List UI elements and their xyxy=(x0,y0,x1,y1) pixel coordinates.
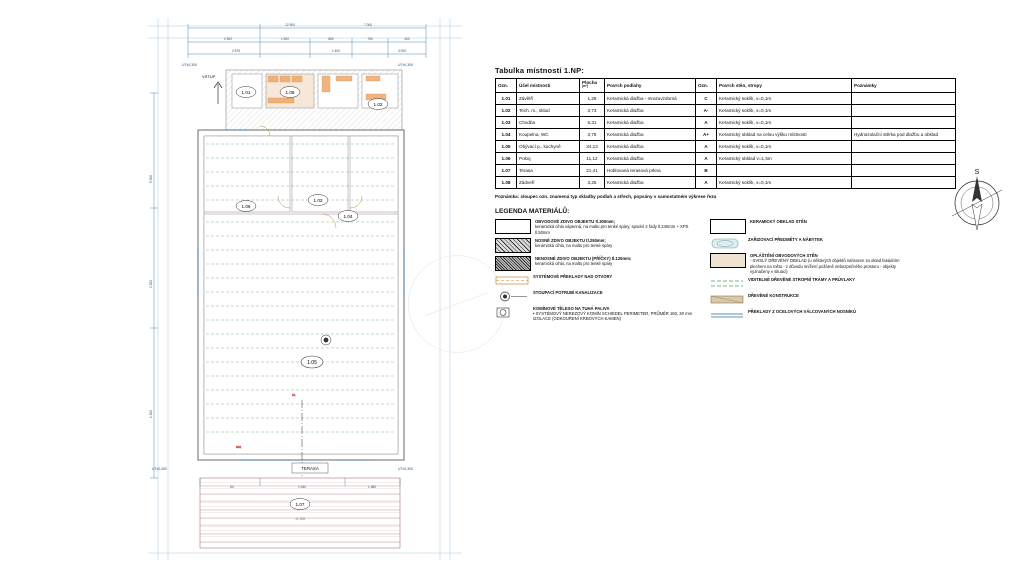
cell-ozn2: A- xyxy=(696,105,717,117)
svg-text:3 000: 3 000 xyxy=(398,49,406,53)
cell-podlaha: Keramická dlažba xyxy=(605,105,696,117)
cell-steny xyxy=(717,165,852,177)
svg-text:UT±0,300: UT±0,300 xyxy=(152,467,167,471)
svg-text:400: 400 xyxy=(404,37,410,41)
legend-label: OPLÁŠTĚNÍ OBVODOVÝCH STĚN xyxy=(750,253,818,259)
legend-item xyxy=(710,277,915,290)
svg-text:750: 750 xyxy=(367,37,373,41)
cell-ozn: 1.07 xyxy=(496,165,517,177)
svg-text:1 400: 1 400 xyxy=(332,49,340,53)
svg-text:1.05: 1.05 xyxy=(307,360,317,366)
cell-ozn2: A xyxy=(696,153,717,165)
table-header-row xyxy=(496,79,956,93)
legend-item xyxy=(495,256,700,271)
cell-poznamka xyxy=(852,141,956,153)
cell-ucel: Pokoj xyxy=(517,153,580,165)
svg-text:UT±0,300: UT±0,300 xyxy=(398,63,413,67)
cell-poznamka xyxy=(852,93,956,105)
cell-poznamka xyxy=(852,165,956,177)
svg-text:UT±0,300: UT±0,300 xyxy=(398,467,413,471)
svg-text:1.02: 1.02 xyxy=(373,102,383,107)
cell-poznamka xyxy=(852,177,956,189)
svg-text:1 200: 1 200 xyxy=(149,410,153,418)
facade-cladding-swatch xyxy=(710,253,746,268)
legend-label: VIDITELNÉ DŘEVĚNÉ STROPNÍ TRÁMY A PRŮVLAKY xyxy=(748,277,856,283)
cell-plocha: 34,13 xyxy=(580,141,605,153)
cell-ucel: Obývací p., kuchyně xyxy=(517,141,580,153)
legend-column-left xyxy=(495,219,700,325)
svg-text:1 500: 1 500 xyxy=(281,37,289,41)
cell-plocha: 21,41 xyxy=(580,165,605,177)
cell-plocha: 3,73 xyxy=(580,105,605,117)
compass-rose xyxy=(942,168,1012,238)
wall-bearing-swatch xyxy=(495,238,531,253)
steel-lintel-icon xyxy=(710,309,744,322)
svg-text:1.04: 1.04 xyxy=(343,214,353,219)
cell-plocha: 3,78 xyxy=(580,129,605,141)
svg-text:-0,100: -0,100 xyxy=(294,517,306,521)
compass-north-label: S xyxy=(974,169,980,176)
table-row xyxy=(496,129,956,141)
svg-text:1.07: 1.07 xyxy=(295,502,305,507)
room-table-title: Tabulka místností 1.NP: xyxy=(495,66,585,75)
svg-text:D2: D2 xyxy=(229,485,235,489)
legend-desc: keramická cihla, na maltu pro tenké spáry xyxy=(535,261,613,267)
table-row xyxy=(496,165,956,177)
svg-text:1.03: 1.03 xyxy=(313,198,323,203)
legend-desc: keramická cihla vápenná, na maltu pro tenké spáry, spodní 2 řady tl.240mm + XPS tl.50mm xyxy=(535,224,689,235)
svg-text:5 500: 5 500 xyxy=(149,175,153,183)
cell-podlaha: Keramická dlažba xyxy=(605,129,696,141)
cell-ozn2: A xyxy=(696,141,717,153)
cell-steny: Keramický soklík, v=0,1m xyxy=(717,141,852,153)
legend-label: OBVODOVÉ ZDIVO OBJEKTU tl.300mm; xyxy=(535,219,616,225)
table-row xyxy=(496,141,956,153)
cell-podlaha: Keramická dlažba xyxy=(605,117,696,129)
table-row xyxy=(496,177,956,189)
legend-item xyxy=(495,219,700,235)
svg-text:1 380: 1 380 xyxy=(368,485,376,489)
legend-item xyxy=(495,306,700,322)
cell-ozn: 1.05 xyxy=(496,141,517,153)
cell-poznamka: Hydroizolační stěrka pod dlažbu a obklad xyxy=(852,129,956,141)
svg-text:1 250: 1 250 xyxy=(298,485,306,489)
lintel-icon xyxy=(495,274,529,287)
cell-podlaha: Keramická dlažba - mrazuvzdorná xyxy=(605,93,696,105)
cell-ozn: 1.04 xyxy=(496,129,517,141)
table-row xyxy=(496,105,956,117)
cell-ozn: 1.06 xyxy=(496,153,517,165)
svg-text:1.01: 1.01 xyxy=(241,90,251,95)
entrance-label: VSTUP xyxy=(202,74,216,79)
cell-plocha: 5,31 xyxy=(580,117,605,129)
legend-item xyxy=(710,293,915,306)
room-table xyxy=(495,78,956,189)
furniture-icon xyxy=(710,237,744,250)
svg-text:2 200: 2 200 xyxy=(149,280,153,288)
legend-item xyxy=(710,253,915,274)
legend-item xyxy=(495,274,700,287)
svg-text:1.08: 1.08 xyxy=(285,90,295,95)
legend-label: STOUPACÍ POTRUBÍ KANALIZACE xyxy=(533,289,603,295)
ceiling-beam-icon xyxy=(710,277,744,290)
cell-steny: Keramický soklík, v=0,1m xyxy=(717,177,852,189)
svg-text:12 900: 12 900 xyxy=(285,23,295,27)
legend-desc: - SVISLÝ DŘEVĚNÝ OBKLAD (u některých objektů nahrazen za oklad fasádním plechem na roštu - z důvodu snížení požárně nebezpečného prostoru - objekty vyznačeny v situaci) xyxy=(750,258,900,274)
svg-text:1.06: 1.06 xyxy=(241,204,251,209)
svg-text:D1: D1 xyxy=(292,393,296,397)
cell-ozn2: A xyxy=(696,177,717,189)
cell-ozn: 1.02 xyxy=(496,105,517,117)
wall-exterior-swatch xyxy=(495,219,531,234)
cell-steny: Keramický soklík, v=0,1m xyxy=(717,93,852,105)
terrace-label: TERASA xyxy=(301,466,319,471)
table-row xyxy=(496,117,956,129)
col-steny: Povrch stěn, stropy xyxy=(717,79,852,93)
timber-structure-icon xyxy=(710,293,744,306)
cell-podlaha: Keramická dlažba xyxy=(605,177,696,189)
legend-label: DŘEVĚNÉ KONSTRUKCE xyxy=(748,293,799,299)
legend-label: NOSNÉ ZDIVO OBJEKTU tl.250mm; xyxy=(535,237,606,243)
legend-desc: • SYSTÉMOVÝ NEREZOVÝ KOMÍN SCHIEDEL PERIMETER, PRŮMĚR 150, 30 mm IZOLACE (ODKOUŘENÍ KRBOVÝCH KAMEN) xyxy=(533,311,693,322)
cell-ucel: Tech. m., sklad xyxy=(517,105,580,117)
table-row xyxy=(496,153,956,165)
col-poznamky: Poznámky xyxy=(852,79,956,93)
cell-poznamka xyxy=(852,153,956,165)
table-row xyxy=(496,93,956,105)
svg-text:850: 850 xyxy=(328,37,334,41)
legend-label: KOMÍNOVÉ TĚLESO NA TUHÁ PALIVA xyxy=(533,305,610,311)
ceramic-tile-swatch xyxy=(710,219,746,234)
cell-plocha: 11,12 xyxy=(580,153,605,165)
cell-ucel: Zádveří xyxy=(517,177,580,189)
cell-ucel: Koupelna, WC xyxy=(517,129,580,141)
cell-steny: Keramický obklad na celou výšku místnosti xyxy=(717,129,852,141)
right-panel xyxy=(495,66,939,325)
legend xyxy=(495,219,925,325)
svg-text:UT±0,300: UT±0,300 xyxy=(182,63,197,67)
col-podlaha: Povrch podlahy xyxy=(605,79,696,93)
sewer-pipe-icon xyxy=(495,290,529,303)
cell-podlaha: Keramická dlažba xyxy=(605,153,696,165)
cell-ozn2: B xyxy=(696,165,717,177)
svg-text:7 000: 7 000 xyxy=(364,23,372,27)
legend-item xyxy=(495,290,700,303)
cell-podlaha: Hoblovaná terasová prkna xyxy=(605,165,696,177)
col-plocha: Plocha $^{(m^2)}$ xyxy=(580,79,605,93)
col-ozn: Ozn. xyxy=(496,79,517,93)
svg-text:2 675: 2 675 xyxy=(232,49,240,53)
cell-plocha: 3,25 xyxy=(580,177,605,189)
cell-ozn: 1.03 xyxy=(496,117,517,129)
col-ucel: Účel místnosti xyxy=(517,79,580,93)
cell-ozn2: A xyxy=(696,117,717,129)
legend-label: KERAMICKÝ OBKLAD STĚN xyxy=(750,219,807,225)
cell-ozn: 1.01 xyxy=(496,93,517,105)
legend-desc: keramická cihla, na maltu pro tenké spáry xyxy=(535,243,613,249)
cell-podlaha: Keramická dlažba xyxy=(605,141,696,153)
cell-poznamka xyxy=(852,105,956,117)
cell-ozn: 1.08 xyxy=(496,177,517,189)
wall-partition-swatch xyxy=(495,256,531,271)
table-footnote: Poznámka: sloupec ozn. znamená typ skladby podlah a střech, popsány v samostatném výkrese řezu xyxy=(495,194,717,200)
svg-text:NS1: NS1 xyxy=(236,445,242,449)
col-ozn2: Ozn. xyxy=(696,79,717,93)
legend-item xyxy=(710,237,915,250)
cell-poznamka xyxy=(852,117,956,129)
cell-steny: Keramický obklad v=1,5m xyxy=(717,153,852,165)
legend-item xyxy=(710,219,915,234)
cell-ucel: Chodba xyxy=(517,117,580,129)
legend-column-right xyxy=(710,219,915,325)
cell-ucel: Terasa xyxy=(517,165,580,177)
cell-ozn2: C xyxy=(696,93,717,105)
legend-label: SYSTÉMOVÉ PŘEKLADY NAD OTVORY xyxy=(533,273,613,279)
cell-ozn2: A+ xyxy=(696,129,717,141)
legend-label: PŘEKLADY Z OCELOVÝCH VÁLCOVANÝCH NOSNÍKŮ xyxy=(748,309,857,315)
cell-steny: Keramický soklík, v=0,1m xyxy=(717,105,852,117)
cell-ucel: Závětří xyxy=(517,93,580,105)
legend-label: NENOSNÉ ZDIVO OBJEKTU (PŘÍČKY) tl.125mm; xyxy=(535,255,632,261)
watermark-circle xyxy=(408,255,506,353)
legend-item xyxy=(495,238,700,253)
legend-title: LEGENDA MATERIÁLŮ: xyxy=(495,208,570,216)
legend-label: ZAŘIZOVACÍ PŘEDMĚTY A NÁBYTEK xyxy=(748,237,823,243)
cell-plocha: 1,28 xyxy=(580,93,605,105)
chimney-icon xyxy=(495,306,529,319)
legend-item xyxy=(710,309,915,322)
cell-steny: Keramický soklík, v=0,1m xyxy=(717,117,852,129)
svg-text:2 500: 2 500 xyxy=(224,37,232,41)
